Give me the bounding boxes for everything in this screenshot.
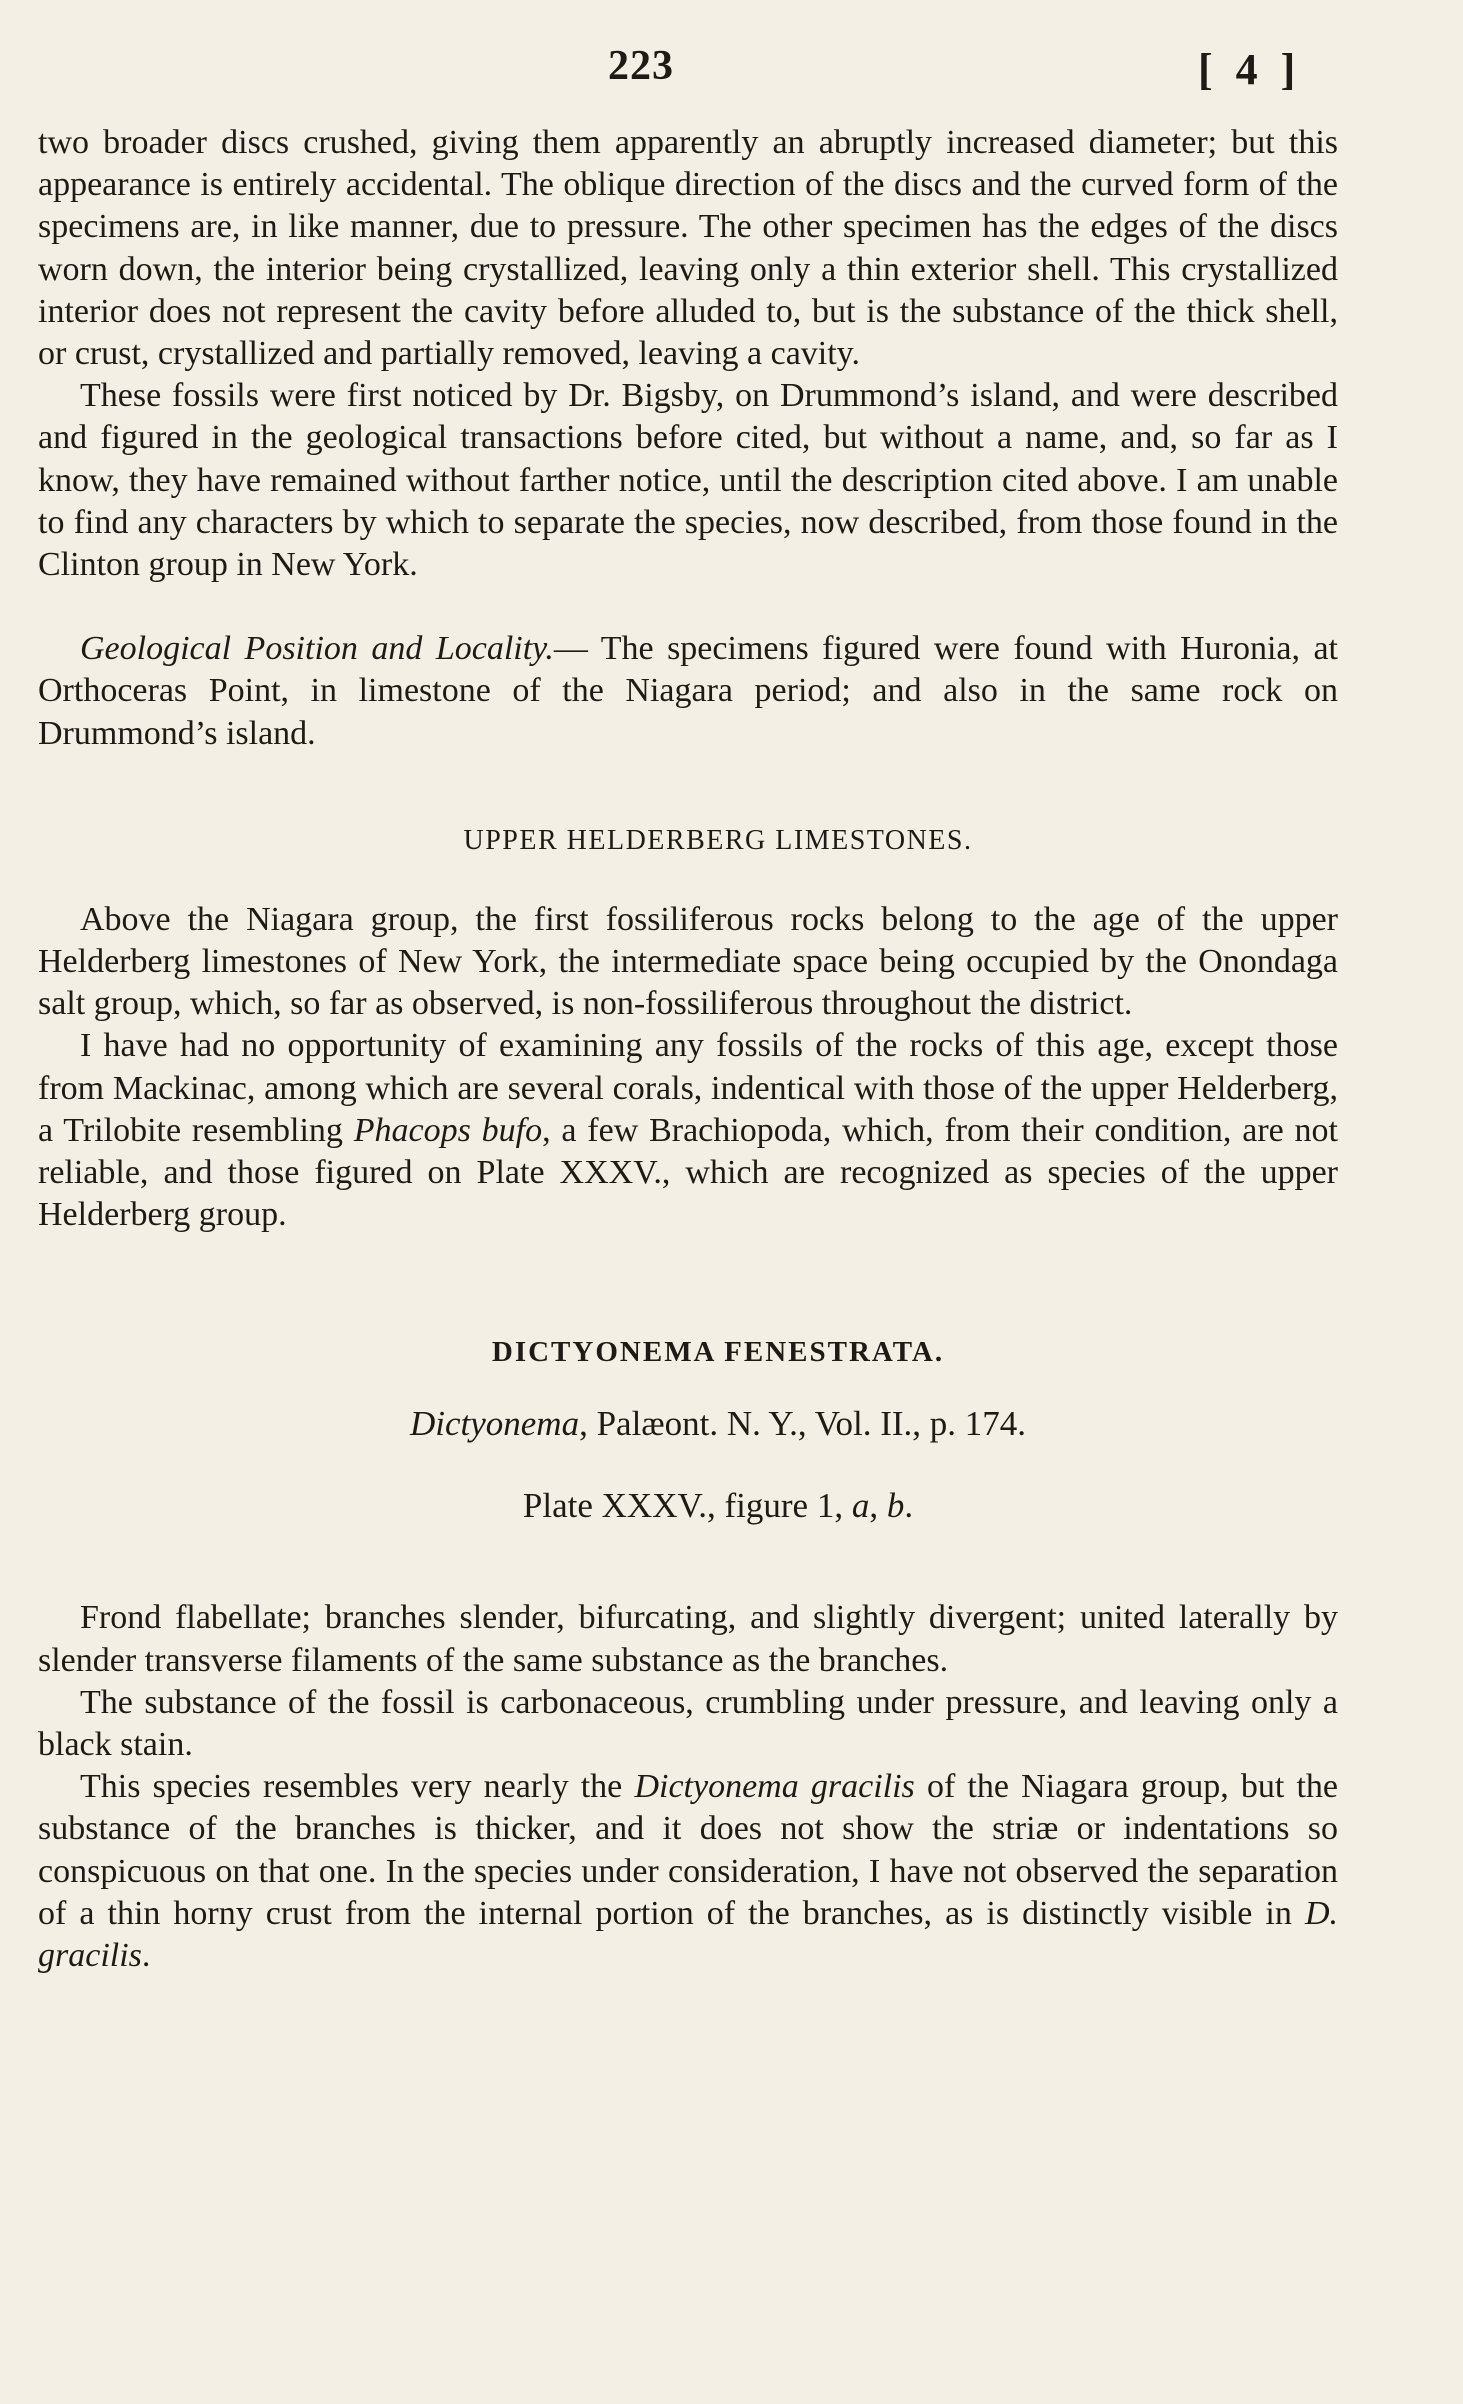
geological-position-text: — The specimens figured were found with Huronia, at Orthoceras Point, in limestone of the Niagara period; and also in the same rock on Drummond’s island. <box>38 630 1338 752</box>
comparison-text-end: . <box>141 1937 151 1975</box>
paragraph-specimen-description: two broader discs crushed, giving them apparently an abruptly increased diameter; but this appearance is entirely accidental. The oblique direction of the discs and the curved form of the specimens are, in like manner, due to pressure. The other specimen has the edges of the discs worn down, the interior being crystallized, leaving only a thin exterior shell. This crystallized interior does not represent the cavity before alluded to, but is the substance of the thick shell, or crust, crystallized and partially removed, leaving a cavity. <box>38 124 1338 373</box>
citation-text: , Palæont. N. Y., Vol. II., p. 174. <box>579 1404 1027 1444</box>
species-citation <box>38 1403 1338 1445</box>
figure-b-label: b <box>886 1486 905 1526</box>
section-heading: UPPER HELDERBERG LIMESTONES. <box>463 824 973 856</box>
figure-a-label: a <box>851 1486 870 1526</box>
citation-genus: Dictyonema <box>409 1404 580 1444</box>
d-gracilis-name: D. gracilis <box>38 1894 1338 1975</box>
paragraph-species-comparison <box>38 1766 1338 1977</box>
paragraph-bigsby-notice: These fossils were first noticed by Dr. Bigsby, on Drummond’s island, and were described and figured in the geological transactions before cited, but without a name, and, so far as I know, they have remained without farther notice, until the description cited above. I am unable to find any characters by which to separate the species, now described, from those found in the Clinton group in New York. <box>38 377 1338 584</box>
paragraph-frond-description: Frond flabellate; branches slender, bifurcating, and slightly divergent; united laterally by slender transverse filaments of the same substance as the branches. <box>38 1599 1338 1679</box>
geological-position-label: Geological Position and Locality. <box>80 630 554 668</box>
plate-figure-line <box>38 1485 1338 1527</box>
page-header <box>38 30 1338 122</box>
plate-line-end: . <box>904 1486 914 1526</box>
paragraph-niagara-group: Above the Niagara group, the first fossiliferous rocks belong to the age of the upper Helderberg limestones of New York, the intermediate space being occupied by the Onondaga salt group, which, so far as observed, is non-fossiliferous throughout the district. <box>38 900 1338 1023</box>
comparison-text-b: of the Niagara group, but the substance of the branches is thicker, and it does not show the striæ or indentations so conspicuous on that one. In the species under consideration, I have not observed the separation of a thin horny crust from the internal portion of the branches, as is distinctly visible in <box>38 1768 1339 1932</box>
paragraph-fossil-substance: The substance of the fossil is carbonaceous, crumbling under pressure, and leaving only a black stain. <box>38 1683 1338 1764</box>
paragraph-geological-position <box>38 628 1338 755</box>
plate-reference: [ 4 ] <box>1198 45 1302 94</box>
phacops-bufo-name: Phacops bufo <box>353 1111 543 1149</box>
dictyonema-gracilis-name: Dictyonema gracilis <box>634 1768 915 1806</box>
plate-line-text: Plate XXXV., figure 1, <box>522 1486 852 1526</box>
document-page <box>38 30 1338 1977</box>
comparison-text-a: This species resembles very nearly the <box>80 1768 635 1806</box>
paragraph-mackinac-fossils <box>38 1025 1338 1236</box>
plate-line-separator: , <box>869 1486 887 1526</box>
species-heading: DICTYONEMA FENESTRATA. <box>491 1336 945 1369</box>
page-number: 223 <box>608 43 674 89</box>
mackinac-text-a: I have had no opportunity of examining any fossils of the rocks of this age, except those from Mackinac, among which are several corals, indentical with those of the upper Helderberg, a Trilobite resembling <box>38 1027 1338 1149</box>
mackinac-text-b: , a few Brachiopoda, which, from their condition, are not reliable, and those figured on Plate XXXV., which are recognized as species of the upper Helderberg group. <box>38 1111 1338 1234</box>
